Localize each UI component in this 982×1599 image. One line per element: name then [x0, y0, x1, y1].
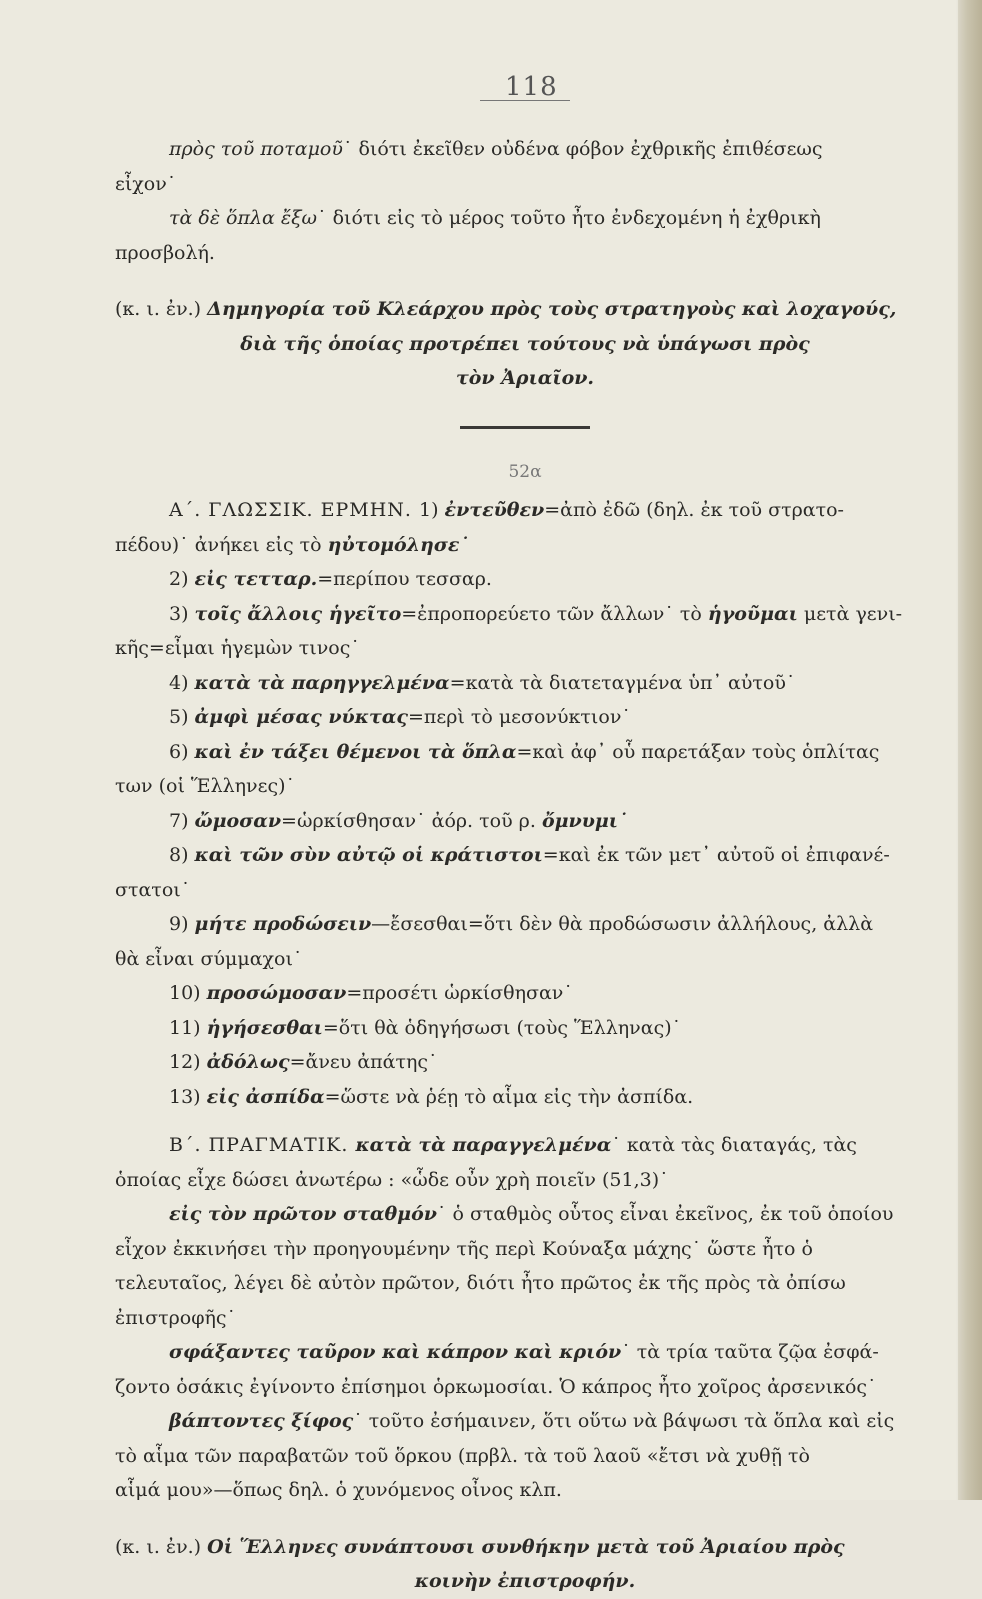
gloss-text: =ἐπροπορεύετο τῶν ἄλλων˙ τὸ [401, 602, 708, 625]
page-number: 118 [505, 72, 558, 102]
gloss-number: 12) [169, 1051, 207, 1073]
gloss-number: 3) [169, 602, 195, 625]
gloss-item [115, 976, 935, 1011]
text-run: ˙ διότι ἐκεῖθεν οὐδένα φόβον ἐχθρικῆς ἐπιθέσεως [342, 138, 823, 160]
caption-prefix: (κ. ι. ἐν.) [115, 1535, 208, 1558]
gloss-text: στατοι˙ [115, 878, 191, 901]
gloss-keyword: ἡγοῦμαι [707, 602, 798, 625]
gloss-item [115, 597, 935, 632]
caption-line [115, 327, 935, 362]
gloss-keyword: σφάξαντες ταῦρον καὶ κάπρον καὶ κριόν [169, 1341, 622, 1363]
gloss-text: =καὶ ἐκ τῶν μετ᾿ αὐτοῦ οἱ ἐπιφανέ- [542, 844, 890, 866]
gloss-text: —ἔσεσθαι=ὅτι δὲν θὰ προδώσωσιν ἀλλήλους, ἀλλὰ [371, 913, 874, 935]
commentary-line [115, 1370, 935, 1405]
section-b-heading: Β΄. ΠΡΑΓΜΑΤΙΚ. [169, 1134, 356, 1156]
gloss-keyword: τοῖς ἄλλοις ἡγεῖτο [194, 602, 402, 625]
intro-line [115, 167, 935, 202]
caption-line [115, 292, 935, 327]
gloss-keyword: καὶ ἐν τάξει θέμενοι τὰ ὅπλα [194, 740, 517, 763]
section-ref: 52α [508, 461, 542, 482]
page-number-rule [480, 100, 570, 101]
gloss-text: =περίπου τεσσαρ. [317, 568, 492, 590]
caption-title: κοινὴν ἐπιστροφήν. [414, 1570, 636, 1592]
gloss-text: ˙ τοῦτο ἐσήμαινεν, ὅτι οὕτω νὰ βάψωσι τὰ ὅπλα καὶ εἰς [353, 1410, 895, 1432]
gloss-number: 2) [169, 568, 195, 590]
gloss-text: των (οἱ Ἕλληνες)˙ [115, 775, 296, 797]
gloss-item [115, 838, 935, 873]
caption-title: τὸν Ἀριαῖον. [455, 367, 595, 389]
caption-title: διὰ τῆς ὁποίας προτρέπει τούτους νὰ ὑπάγωσι πρὸς [240, 332, 810, 355]
commentary-line [115, 1404, 935, 1439]
section-b-commentary [115, 1128, 935, 1508]
gloss-keyword: ηὐτομόλησε˙ [327, 533, 469, 556]
gloss-text: =περὶ τὸ μεσονύκτιον˙ [407, 706, 631, 728]
gloss-keyword: καὶ τῶν σὺν αὐτῷ οἱ κράτιστοι [194, 844, 543, 866]
gloss-text: ˙ ὁ σταθμὸς οὗτος εἶναι ἐκεῖνος, ἐκ τοῦ ὁποίου [436, 1203, 894, 1225]
text-run: εἶχον˙ [115, 172, 177, 195]
gloss-text: ˙ τὰ τρία ταῦτα ζῷα ἐσφά- [621, 1341, 879, 1363]
gloss-keyword: εἰς τὸν πρῶτον σταθμόν [169, 1203, 437, 1225]
gloss-number: 11) [169, 1016, 207, 1039]
gloss-keyword: κατὰ τὰ παραγγελμένα [355, 1134, 612, 1156]
commentary-line [115, 1301, 935, 1336]
section-a-heading: Α΄. ΓΛΩΣΣΙΚ. ΕΡΜΗΝ. [169, 499, 419, 521]
gloss-number: 5) [169, 706, 195, 728]
text-run: προσβολή. [115, 241, 215, 264]
gloss-text: =ἀπὸ ἐδῶ (δηλ. ἐκ τοῦ στρατο- [544, 499, 844, 521]
gloss-keyword: εἰς ἀσπίδα [206, 1085, 325, 1108]
gloss-item [115, 700, 935, 735]
commentary-line [115, 1266, 935, 1301]
intro-lines [115, 132, 935, 270]
caption-kleiarchos-speech [115, 292, 935, 396]
gloss-text: ζοντο ὁσάκις ἐγίνοντο ἐπίσημοι ὁρκωμοσίαι. Ὁ κάπρος ἦτο χοῖρος ἀρσενικός˙ [115, 1375, 877, 1398]
gloss-keyword: ἀδόλως [206, 1051, 290, 1073]
caption-title: Δημηγορία τοῦ Κλεάρχου πρὸς τοὺς στρατηγοὺς καὶ λοχαγούς, [207, 298, 897, 320]
gloss-text: =ὥστε νὰ ῥέῃ τὸ αἷμα εἰς τὴν ἀσπίδα. [324, 1085, 694, 1108]
caption-title: Οἱ Ἕλληνες συνάπτουσι συνθήκην μετὰ τοῦ Ἀριαίου πρὸς [207, 1535, 845, 1558]
gloss-keyword: προσώμοσαν [206, 982, 347, 1004]
gloss-number: 8) [169, 844, 195, 866]
gloss-number: 4) [169, 671, 195, 694]
section-a-glossary [115, 493, 935, 1114]
gloss-item [115, 493, 935, 528]
gloss-text: πέδου)˙ ἀνήκει εἰς τὸ [115, 533, 328, 556]
gloss-keyword: μήτε προδώσειν [194, 913, 372, 935]
gloss-text: θὰ εἶναι σύμμαχοι˙ [115, 947, 303, 970]
gloss-keyword: βάπτοντες ξίφος [169, 1410, 354, 1432]
gloss-number: 10) [169, 982, 207, 1004]
gloss-number: 7) [169, 809, 195, 832]
section-divider [460, 426, 590, 429]
gloss-item [115, 735, 935, 770]
gloss-keyword: ἐντεῦθεν [444, 499, 545, 521]
caption-prefix: (κ. ι. ἐν.) [115, 298, 208, 320]
caption-line [115, 361, 935, 396]
keyword: πρὸς τοῦ ποταμοῦ [169, 138, 343, 160]
intro-line [115, 132, 935, 167]
gloss-keyword: ὄμνυμι˙ [541, 809, 628, 832]
page-edge [958, 0, 982, 1500]
intro-line [115, 201, 935, 236]
gloss-continuation [115, 769, 935, 804]
gloss-text: μετὰ γενι- [797, 602, 903, 625]
commentary-line [115, 1232, 935, 1267]
gloss-item [115, 1080, 935, 1115]
gloss-item [115, 907, 935, 942]
gloss-text: =καὶ ἀφ᾿ οὗ παρετάξαν τοὺς ὁπλίτας [516, 740, 880, 763]
gloss-number: 1) [419, 499, 445, 521]
keyword: τὰ δὲ ὅπλα ἔξω [169, 207, 318, 229]
gloss-text: αἷμά μου»—ὅπως δηλ. ὁ χυνόμενος οἶνος κλπ. [115, 1479, 562, 1501]
commentary-line [115, 1335, 935, 1370]
gloss-keyword: ἀμφὶ μέσας νύκτας [194, 706, 408, 728]
gloss-continuation [115, 631, 935, 666]
gloss-text: ˙ κατὰ τὰς διαταγάς, τὰς [611, 1134, 857, 1156]
gloss-continuation [115, 873, 935, 908]
commentary-line [115, 1197, 935, 1232]
gloss-text: =ὅτι θὰ ὁδηγήσωσι (τοὺς Ἕλληνας)˙ [322, 1016, 682, 1039]
caption-line [115, 1564, 935, 1599]
gloss-text: κῆς=εἶμαι ἡγεμὼν τινος˙ [115, 637, 360, 659]
gloss-number: 9) [169, 913, 195, 935]
gloss-continuation [115, 528, 935, 563]
commentary-line [115, 1439, 935, 1474]
gloss-number: 6) [169, 740, 195, 763]
gloss-continuation [115, 942, 935, 977]
gloss-number: 13) [169, 1085, 207, 1108]
caption-treaty [115, 1530, 935, 1599]
gloss-text: εἶχον ἐκκινήσει τὴν προηγουμένην τῆς περὶ Κούναξα μάχης˙ ὥστε ἦτο ὁ [115, 1237, 813, 1260]
intro-line [115, 236, 935, 271]
gloss-text: τελευταῖος, λέγει δὲ αὐτὸν πρῶτον, διότι ἦτο πρῶτος ἐκ τῆς πρὸς τὰ ὀπίσω [115, 1272, 846, 1294]
page-body [115, 132, 935, 1599]
gloss-item [115, 1011, 935, 1046]
gloss-text: =κατὰ τὰ διατεταγμένα ὑπ᾿ αὐτοῦ˙ [449, 671, 796, 694]
gloss-text: =ὡρκίσθησαν˙ ἀόρ. τοῦ ρ. [281, 809, 542, 832]
commentary-line [115, 1473, 935, 1508]
gloss-keyword: εἰς τετταρ. [194, 568, 318, 590]
section-b-head-line [115, 1128, 935, 1163]
gloss-item [115, 804, 935, 839]
gloss-item [115, 1045, 935, 1080]
caption-line [115, 1530, 935, 1565]
gloss-text: ἐπιστροφῆς˙ [115, 1306, 237, 1329]
gloss-keyword: ὤμοσαν [194, 809, 282, 832]
section-b-head-continuation [115, 1163, 935, 1198]
gloss-keyword: κατὰ τὰ παρηγγελμένα [194, 671, 450, 694]
gloss-item [115, 562, 935, 597]
gloss-text: ὁποίας εἶχε δώσει ἀνωτέρω : «ὧδε οὖν χρὴ ποιεῖν (51,3)˙ [115, 1168, 669, 1191]
gloss-item [115, 666, 935, 701]
gloss-keyword: ἡγήσεσθαι [206, 1016, 323, 1039]
gloss-text: =προσέτι ὡρκίσθησαν˙ [346, 982, 573, 1004]
gloss-text: τὸ αἷμα τῶν παραβατῶν τοῦ ὅρκου (πρβλ. τὰ τοῦ λαοῦ «ἔτσι νὰ χυθῇ τὸ [115, 1444, 810, 1467]
gloss-text: =ἄνευ ἀπάτης˙ [289, 1051, 438, 1073]
text-run: ˙ διότι εἰς τὸ μέρος τοῦτο ἦτο ἐνδεχομένη ἡ ἐχθρικὴ [317, 207, 821, 229]
